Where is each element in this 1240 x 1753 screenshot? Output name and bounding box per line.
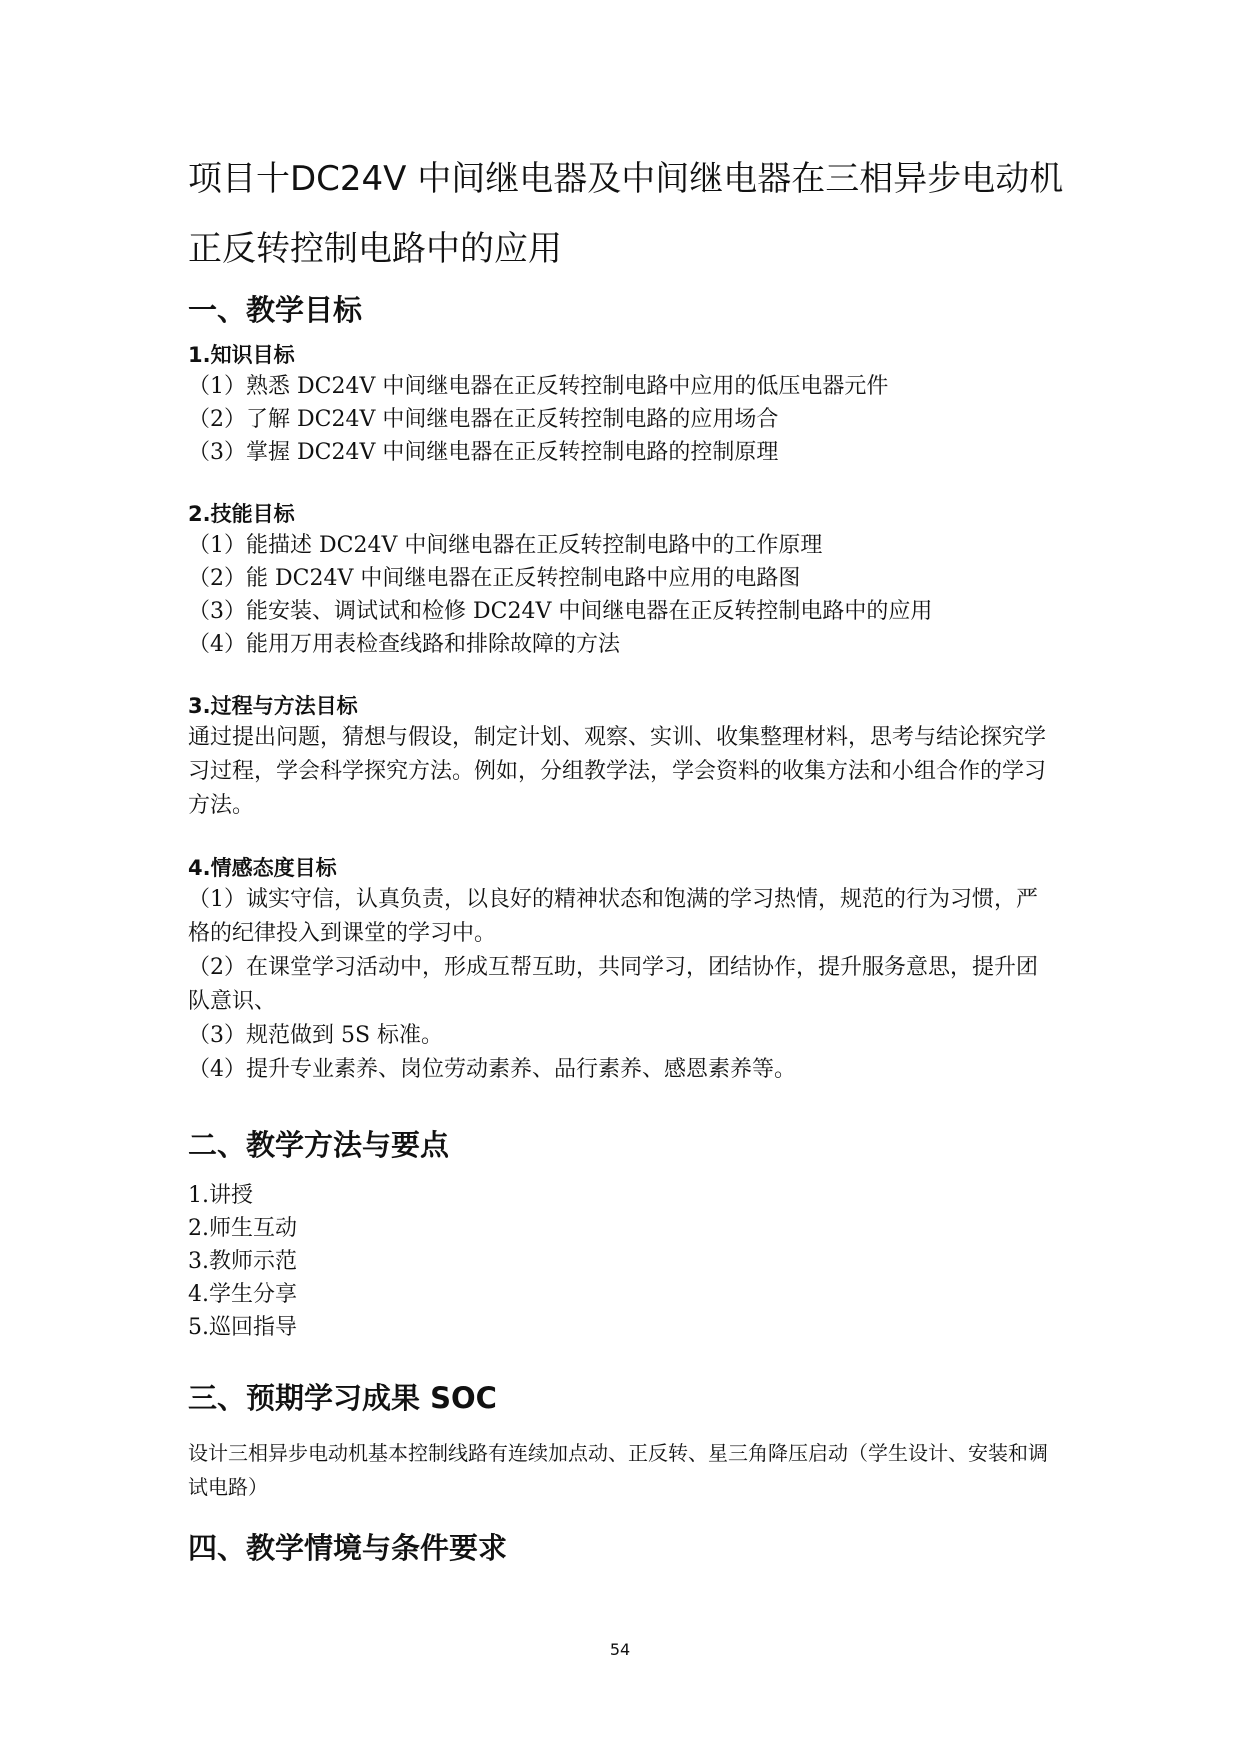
skill-item: （2）能 DC24V 中间继电器在正反转控制电路中应用的电路图 [188, 566, 801, 591]
title-prefix: 项目十 [188, 159, 290, 199]
subheading-knowledge-objectives: 1.知识目标 [188, 343, 295, 367]
list-item: 4.学生分享 [188, 1282, 297, 1307]
attitude-item: （2）在课堂学习活动中，形成互帮互助，共同学习，团结协作，提升服务意思，提升团队意识、 [188, 955, 1038, 1014]
document-title-line-2: 正反转控制电路中的应用 [188, 229, 562, 269]
section-heading-teaching-context: 四、教学情境与条件要求 [188, 1531, 508, 1565]
list-item: 3.教师示范 [188, 1249, 297, 1274]
title-main: DC24V 中间继电器及中间继电器在三相异步电动机 [290, 159, 1064, 199]
list-item: 1.讲授 [188, 1183, 253, 1208]
skill-item: （4）能用万用表检查线路和排除故障的方法 [188, 632, 620, 657]
skill-item: （3）能安装、调试试和检修 DC24V 中间继电器在正反转控制电路中的应用 [188, 599, 933, 624]
section-heading-teaching-objectives: 一、教学目标 [188, 293, 363, 327]
page-content [188, 158, 1064, 1568]
attitude-item: （4）提升专业素养、岗位劳动素养、品行素养、感恩素养等。 [188, 1057, 796, 1082]
skill-item: （1）能描述 DC24V 中间继电器在正反转控制电路中的工作原理 [188, 533, 823, 558]
process-method-paragraph: 通过提出问题，猜想与假设，制定计划、观察、实训、收集整理材料，思考与结论探究学习过程，学会科学探究方法。例如，分组教学法，学会资料的收集方法和小组合作的学习方法。 [188, 725, 1047, 818]
page-number: 54 [609, 1640, 631, 1659]
teaching-methods-list [188, 1179, 1056, 1344]
section-heading-teaching-methods: 二、教学方法与要点 [188, 1128, 450, 1162]
knowledge-item: （2）了解 DC24V 中间继电器在正反转控制电路的应用场合 [188, 407, 779, 432]
list-item: 2.师生互动 [188, 1216, 297, 1241]
expected-outcomes-paragraph: 设计三相异步电动机基本控制线路有连续加点动、正反转、星三角降压启动（学生设计、安装和调试电路） [188, 1441, 1048, 1499]
subheading-process-method-objectives: 3.过程与方法目标 [188, 694, 358, 718]
subheading-attitude-objectives: 4.情感态度目标 [188, 856, 337, 880]
subheading-skill-objectives: 2.技能目标 [188, 502, 295, 526]
attitude-item: （3）规范做到 5S 标准。 [188, 1023, 444, 1048]
knowledge-item: （3）掌握 DC24V 中间继电器在正反转控制电路的控制原理 [188, 440, 779, 465]
section-heading-expected-outcomes: 三、预期学习成果 SOC [188, 1381, 497, 1415]
attitude-item: （1）诚实守信，认真负责，以良好的精神状态和饱满的学习热情，规范的行为习惯，严格的纪律投入到课堂的学习中。 [188, 887, 1038, 946]
list-item: 5.巡回指导 [188, 1315, 297, 1340]
knowledge-item: （1）熟悉 DC24V 中间继电器在正反转控制电路中应用的低压电器元件 [188, 374, 889, 399]
document-title-line-1 [188, 158, 1064, 200]
